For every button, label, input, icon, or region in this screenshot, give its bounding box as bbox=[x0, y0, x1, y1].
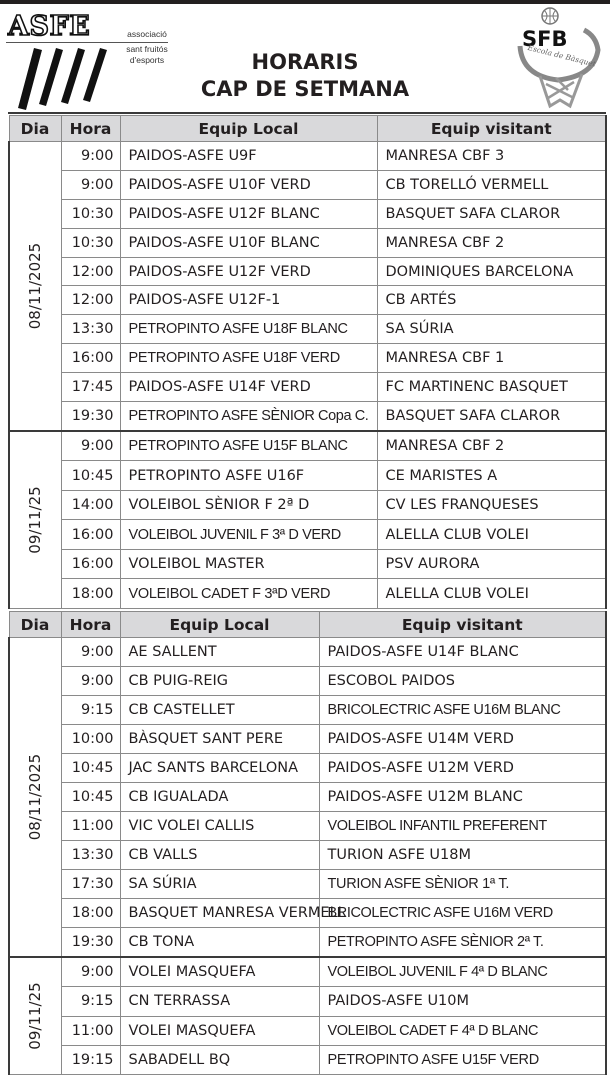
day-cell bbox=[9, 957, 61, 1075]
match-time: 19:15 bbox=[61, 1045, 120, 1074]
day-date: 09/11/25 bbox=[26, 486, 45, 554]
away-team: PETROPINTO ASFE SÈNIOR 2ª T. bbox=[319, 928, 606, 958]
match-time: 19:30 bbox=[61, 402, 120, 431]
column-header-dia: Dia bbox=[9, 116, 61, 142]
away-team: FC MARTINENC BASQUET bbox=[377, 373, 606, 402]
match-time: 19:30 bbox=[61, 928, 120, 958]
match-row bbox=[9, 170, 606, 199]
match-row bbox=[9, 928, 606, 958]
away-team: CE MARISTES A bbox=[377, 461, 606, 491]
home-team: VOLEIBOL SÈNIOR F 2ª D bbox=[120, 490, 377, 520]
page-title-line-1: HORARIS bbox=[251, 50, 359, 74]
away-team: PAIDOS-ASFE U12M VERD bbox=[319, 754, 606, 783]
away-team: PAIDOS-ASFE U14F BLANC bbox=[319, 638, 606, 667]
home-team: VOLEI MASQUEFA bbox=[120, 957, 319, 987]
home-team: PAIDOS-ASFE U10F VERD bbox=[120, 170, 377, 199]
match-row bbox=[9, 754, 606, 783]
match-time: 9:00 bbox=[61, 170, 120, 199]
home-team: PAIDOS-ASFE U9F bbox=[120, 142, 377, 171]
away-team: BASQUET SAFA CLAROR bbox=[377, 199, 606, 228]
away-team: SA SÚRIA bbox=[377, 315, 606, 344]
asfe-logo-wordmark: ASFE bbox=[8, 11, 91, 42]
away-team: VOLEIBOL JUVENIL F 4ª D BLANC bbox=[319, 957, 606, 987]
away-team: BRICOLECTRIC ASFE U16M VERD bbox=[319, 899, 606, 928]
asfe-brush-strokes-icon bbox=[12, 46, 112, 112]
home-team: PAIDOS-ASFE U12F VERD bbox=[120, 257, 377, 286]
table-header-row bbox=[9, 116, 606, 142]
match-row bbox=[9, 783, 606, 812]
match-row bbox=[9, 1016, 606, 1045]
match-time: 10:45 bbox=[61, 754, 120, 783]
home-team: VOLEIBOL JUVENIL F 3ª D VERD bbox=[120, 520, 377, 550]
match-row bbox=[9, 490, 606, 520]
day-date: 08/11/2025 bbox=[26, 242, 45, 330]
match-row bbox=[9, 1045, 606, 1074]
match-row bbox=[9, 841, 606, 870]
match-row bbox=[9, 987, 606, 1016]
away-team: CB ARTÉS bbox=[377, 286, 606, 315]
away-team: MANRESA CBF 2 bbox=[377, 228, 606, 257]
home-team: AE SALLENT bbox=[120, 638, 319, 667]
away-team: TURION ASFE U18M bbox=[319, 841, 606, 870]
home-team: VOLEIBOL CADET F 3ªD VERD bbox=[120, 579, 377, 609]
match-time: 18:00 bbox=[61, 899, 120, 928]
away-team: BRICOLECTRIC ASFE U16M BLANC bbox=[319, 696, 606, 725]
match-row bbox=[9, 402, 606, 431]
home-team: PAIDOS-ASFE U12F BLANC bbox=[120, 199, 377, 228]
away-team: PETROPINTO ASFE U15F VERD bbox=[319, 1045, 606, 1074]
match-row bbox=[9, 899, 606, 928]
home-team: PETROPINTO ASFE U18F VERD bbox=[120, 344, 377, 373]
match-time: 13:30 bbox=[61, 315, 120, 344]
match-time: 9:00 bbox=[61, 957, 120, 987]
column-header-visitant: Equip visitant bbox=[377, 116, 606, 142]
column-header-visitant: Equip visitant bbox=[319, 612, 606, 638]
home-team: CN TERRASSA bbox=[120, 987, 319, 1016]
away-team: VOLEIBOL INFANTIL PREFERENT bbox=[319, 812, 606, 841]
match-row bbox=[9, 142, 606, 171]
match-time: 16:00 bbox=[61, 520, 120, 550]
match-time: 10:30 bbox=[61, 199, 120, 228]
match-row bbox=[9, 812, 606, 841]
top-bar bbox=[0, 0, 610, 4]
asfe-logo-subtitle-2: sant fruitós bbox=[126, 44, 168, 54]
match-row bbox=[9, 286, 606, 315]
match-time: 11:00 bbox=[61, 812, 120, 841]
asfe-logo-rule bbox=[6, 42, 168, 43]
column-header-local: Equip Local bbox=[120, 116, 377, 142]
match-time: 14:00 bbox=[61, 490, 120, 520]
away-team: PAIDOS-ASFE U14M VERD bbox=[319, 725, 606, 754]
match-time: 11:00 bbox=[61, 1016, 120, 1045]
match-row bbox=[9, 344, 606, 373]
match-row bbox=[9, 870, 606, 899]
match-time: 9:15 bbox=[61, 987, 120, 1016]
match-time: 10:00 bbox=[61, 725, 120, 754]
column-header-dia: Dia bbox=[9, 612, 61, 638]
day-date: 08/11/2025 bbox=[26, 753, 45, 841]
away-team: CB TORELLÓ VERMELL bbox=[377, 170, 606, 199]
match-row bbox=[9, 257, 606, 286]
match-row bbox=[9, 520, 606, 550]
home-team: PAIDOS-ASFE U14F VERD bbox=[120, 373, 377, 402]
match-row bbox=[9, 373, 606, 402]
asfe-logo bbox=[6, 10, 176, 110]
match-time: 9:00 bbox=[61, 638, 120, 667]
match-row bbox=[9, 957, 606, 987]
match-time: 10:45 bbox=[61, 783, 120, 812]
away-team: MANRESA CBF 3 bbox=[377, 142, 606, 171]
away-team: ESCOBOL PAIDOS bbox=[319, 667, 606, 696]
home-team: PAIDOS-ASFE U12F-1 bbox=[120, 286, 377, 315]
home-team: BASQUET MANRESA VERMELL bbox=[120, 899, 319, 928]
away-games-table bbox=[8, 611, 607, 1075]
column-header-hora: Hora bbox=[61, 612, 120, 638]
home-team: CB PUIG-REIG bbox=[120, 667, 319, 696]
match-time: 12:00 bbox=[61, 286, 120, 315]
day-cell bbox=[9, 142, 61, 431]
home-team: CB TONA bbox=[120, 928, 319, 958]
match-row bbox=[9, 549, 606, 579]
home-games-table bbox=[8, 115, 607, 609]
away-team: VOLEIBOL CADET F 4ª D BLANC bbox=[319, 1016, 606, 1045]
asfe-logo-subtitle-3: d'esports bbox=[129, 55, 165, 65]
day-cell bbox=[9, 431, 61, 609]
home-team: VOLEI MASQUEFA bbox=[120, 1016, 319, 1045]
home-team: PETROPINTO ASFE U16F bbox=[120, 461, 377, 491]
match-row bbox=[9, 638, 606, 667]
home-team: VOLEIBOL MASTER bbox=[120, 549, 377, 579]
day-date: 09/11/25 bbox=[26, 982, 45, 1050]
home-team: PAIDOS-ASFE U10F BLANC bbox=[120, 228, 377, 257]
table-header-row bbox=[9, 612, 606, 638]
home-team: CB IGUALADA bbox=[120, 783, 319, 812]
home-team: SA SÚRIA bbox=[120, 870, 319, 899]
match-row bbox=[9, 461, 606, 491]
match-row bbox=[9, 696, 606, 725]
match-row bbox=[9, 315, 606, 344]
match-time: 10:30 bbox=[61, 228, 120, 257]
home-team: CB CASTELLET bbox=[120, 696, 319, 725]
sfb-logo bbox=[512, 6, 604, 110]
home-team: VIC VOLEI CALLIS bbox=[120, 812, 319, 841]
sfb-logo-subtitle: Escola de Bàsquet bbox=[526, 42, 597, 69]
match-time: 13:30 bbox=[61, 841, 120, 870]
home-team: JAC SANTS BARCELONA bbox=[120, 754, 319, 783]
page-title-line-2: CAP DE SETMANA bbox=[200, 77, 410, 101]
home-team: PETROPINTO ASFE SÈNIOR Copa C. bbox=[120, 402, 377, 431]
match-row bbox=[9, 228, 606, 257]
match-time: 16:00 bbox=[61, 344, 120, 373]
day-cell bbox=[9, 638, 61, 958]
away-team: MANRESA CBF 1 bbox=[377, 344, 606, 373]
away-team: TURION ASFE SÈNIOR 1ª T. bbox=[319, 870, 606, 899]
away-team: DOMINIQUES BARCELONA bbox=[377, 257, 606, 286]
match-time: 9:00 bbox=[61, 667, 120, 696]
away-team: CV LES FRANQUESES bbox=[377, 490, 606, 520]
home-team: PETROPINTO ASFE U18F BLANC bbox=[120, 315, 377, 344]
column-header-local: Equip Local bbox=[120, 612, 319, 638]
away-team: PAIDOS-ASFE U10M bbox=[319, 987, 606, 1016]
away-team: MANRESA CBF 2 bbox=[377, 431, 606, 461]
home-team: SABADELL BQ bbox=[120, 1045, 319, 1074]
match-time: 18:00 bbox=[61, 579, 120, 609]
match-time: 9:15 bbox=[61, 696, 120, 725]
home-team: PETROPINTO ASFE U15F BLANC bbox=[120, 431, 377, 461]
match-time: 16:00 bbox=[61, 549, 120, 579]
away-team: PSV AURORA bbox=[377, 549, 606, 579]
match-time: 12:00 bbox=[61, 257, 120, 286]
away-team: ALELLA CLUB VOLEI bbox=[377, 579, 606, 609]
home-team: BÀSQUET SANT PERE bbox=[120, 725, 319, 754]
match-row bbox=[9, 667, 606, 696]
away-team: BASQUET SAFA CLAROR bbox=[377, 402, 606, 431]
basketball-hoop-icon bbox=[512, 6, 604, 110]
home-team: CB VALLS bbox=[120, 841, 319, 870]
match-time: 17:45 bbox=[61, 373, 120, 402]
match-row bbox=[9, 579, 606, 609]
away-team: PAIDOS-ASFE U12M BLANC bbox=[319, 783, 606, 812]
column-header-hora: Hora bbox=[61, 116, 120, 142]
asfe-logo-subtitle-1: associació bbox=[127, 29, 167, 39]
away-team: ALELLA CLUB VOLEI bbox=[377, 520, 606, 550]
sfb-logo-wordmark: SFB bbox=[522, 27, 568, 51]
match-row bbox=[9, 431, 606, 461]
match-time: 10:45 bbox=[61, 461, 120, 491]
match-row bbox=[9, 725, 606, 754]
header-divider bbox=[8, 112, 606, 114]
match-time: 17:30 bbox=[61, 870, 120, 899]
match-row bbox=[9, 199, 606, 228]
match-time: 9:00 bbox=[61, 142, 120, 171]
match-time: 9:00 bbox=[61, 431, 120, 461]
